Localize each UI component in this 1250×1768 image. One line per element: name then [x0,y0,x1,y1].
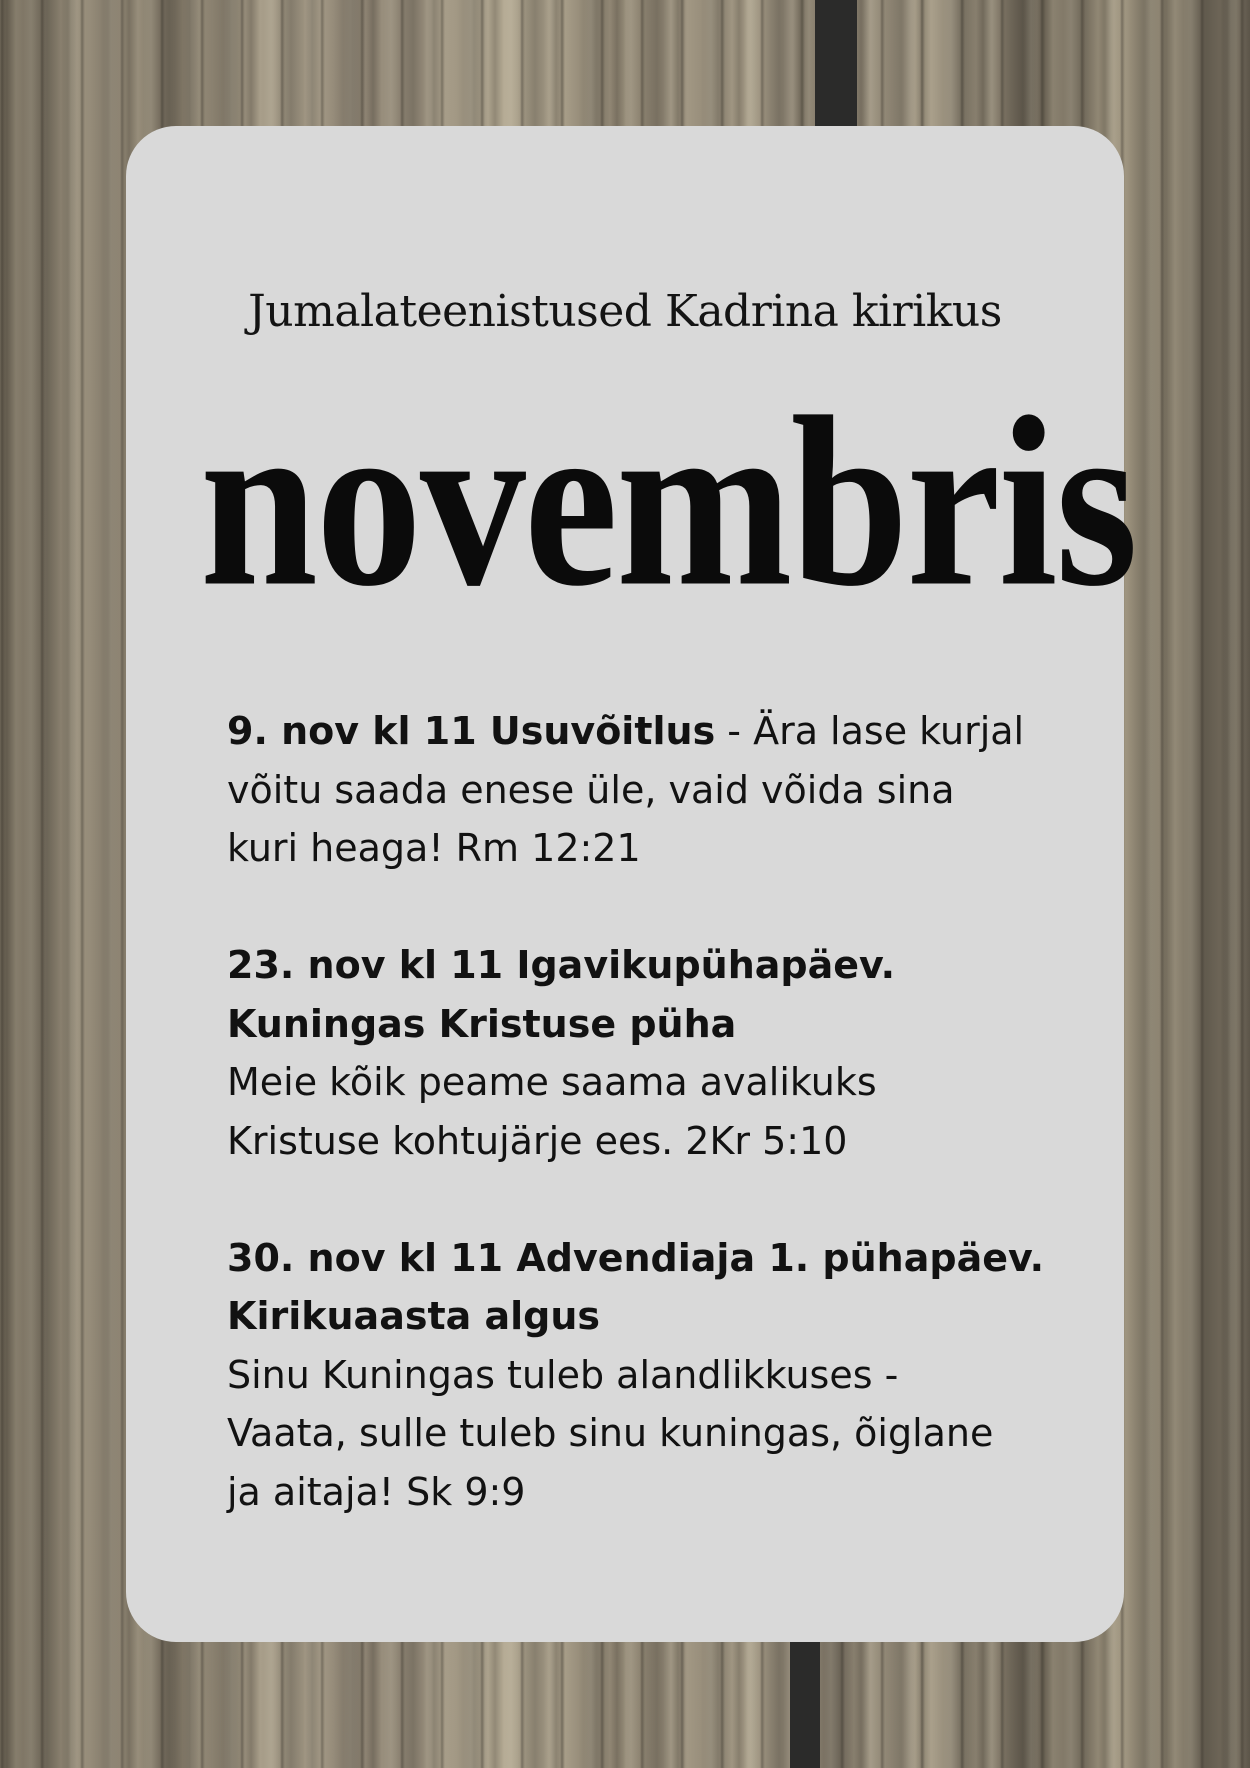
event-text: võitu saada enese üle, vaid võida sina [227,767,955,812]
event-heading: Kirikuaasta algus [227,1294,601,1338]
event-text: Sinu Kuningas tuleb alandlikkuses - [227,1352,899,1397]
event-item [227,936,1047,1170]
event-text: kuri heaga! Rm 12:21 [227,826,641,870]
event-text: Vaata, sulle tuleb sinu kuningas, õiglane [227,1411,994,1455]
event-heading: 30. nov kl 11 Advendiaja 1. pühapäev. [227,1235,1045,1280]
event-text: ja aitaja! Sk 9:9 [227,1469,526,1514]
events-list [227,702,1047,1521]
event-line [227,702,1047,761]
event-heading: 23. nov kl 11 Igavikupühapäev. [227,943,896,987]
month-title: novembris [200,366,1136,637]
wood-seam [790,1642,820,1768]
event-item [227,702,1047,878]
event-text: Kristuse kohtujärje ees. 2Kr 5:10 [227,1118,848,1163]
event-text: Meie kõik peame saama avalikuks [227,1060,877,1104]
event-heading: Kuningas Kristuse püha [227,1001,737,1046]
church-services-subtitle: Jumalateenistused Kadrina kirikus [248,286,1002,337]
wood-seam [815,0,857,126]
event-item [227,1229,1047,1522]
event-text: - Ära lase kurjal [715,709,1025,753]
event-heading: 9. nov kl 11 Usuvõitlus [227,709,716,753]
